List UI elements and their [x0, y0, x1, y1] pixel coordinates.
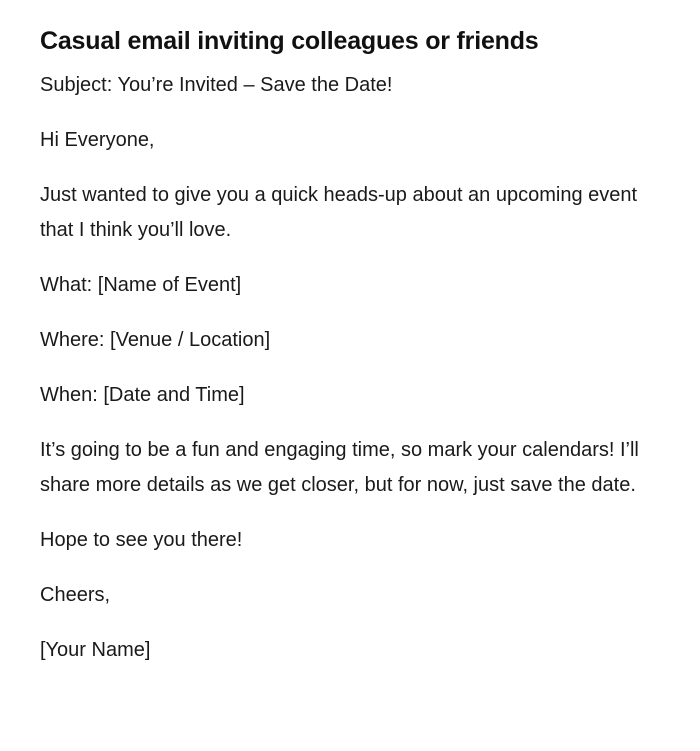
email-subject: Subject: You’re Invited – Save the Date! — [40, 74, 393, 96]
email-closing-line: Hope to see you there! — [40, 529, 243, 551]
event-where: Where: [Venue / Location] — [40, 329, 271, 351]
event-when: When: [Date and Time] — [40, 384, 245, 406]
email-intro: Just wanted to give you a quick heads-up about an upcoming event that I think you’ll love. — [40, 184, 638, 241]
document-title: Casual email inviting colleagues or friends — [40, 27, 539, 55]
event-what: What: [Name of Event] — [40, 274, 242, 296]
email-signature: [Your Name] — [40, 639, 151, 661]
email-greeting: Hi Everyone, — [40, 129, 155, 151]
email-body: It’s going to be a fun and engaging time, so mark your calendars! I’ll share more details as we get closer, but for now, just save the date. — [40, 439, 639, 496]
email-signoff: Cheers, — [40, 584, 111, 606]
